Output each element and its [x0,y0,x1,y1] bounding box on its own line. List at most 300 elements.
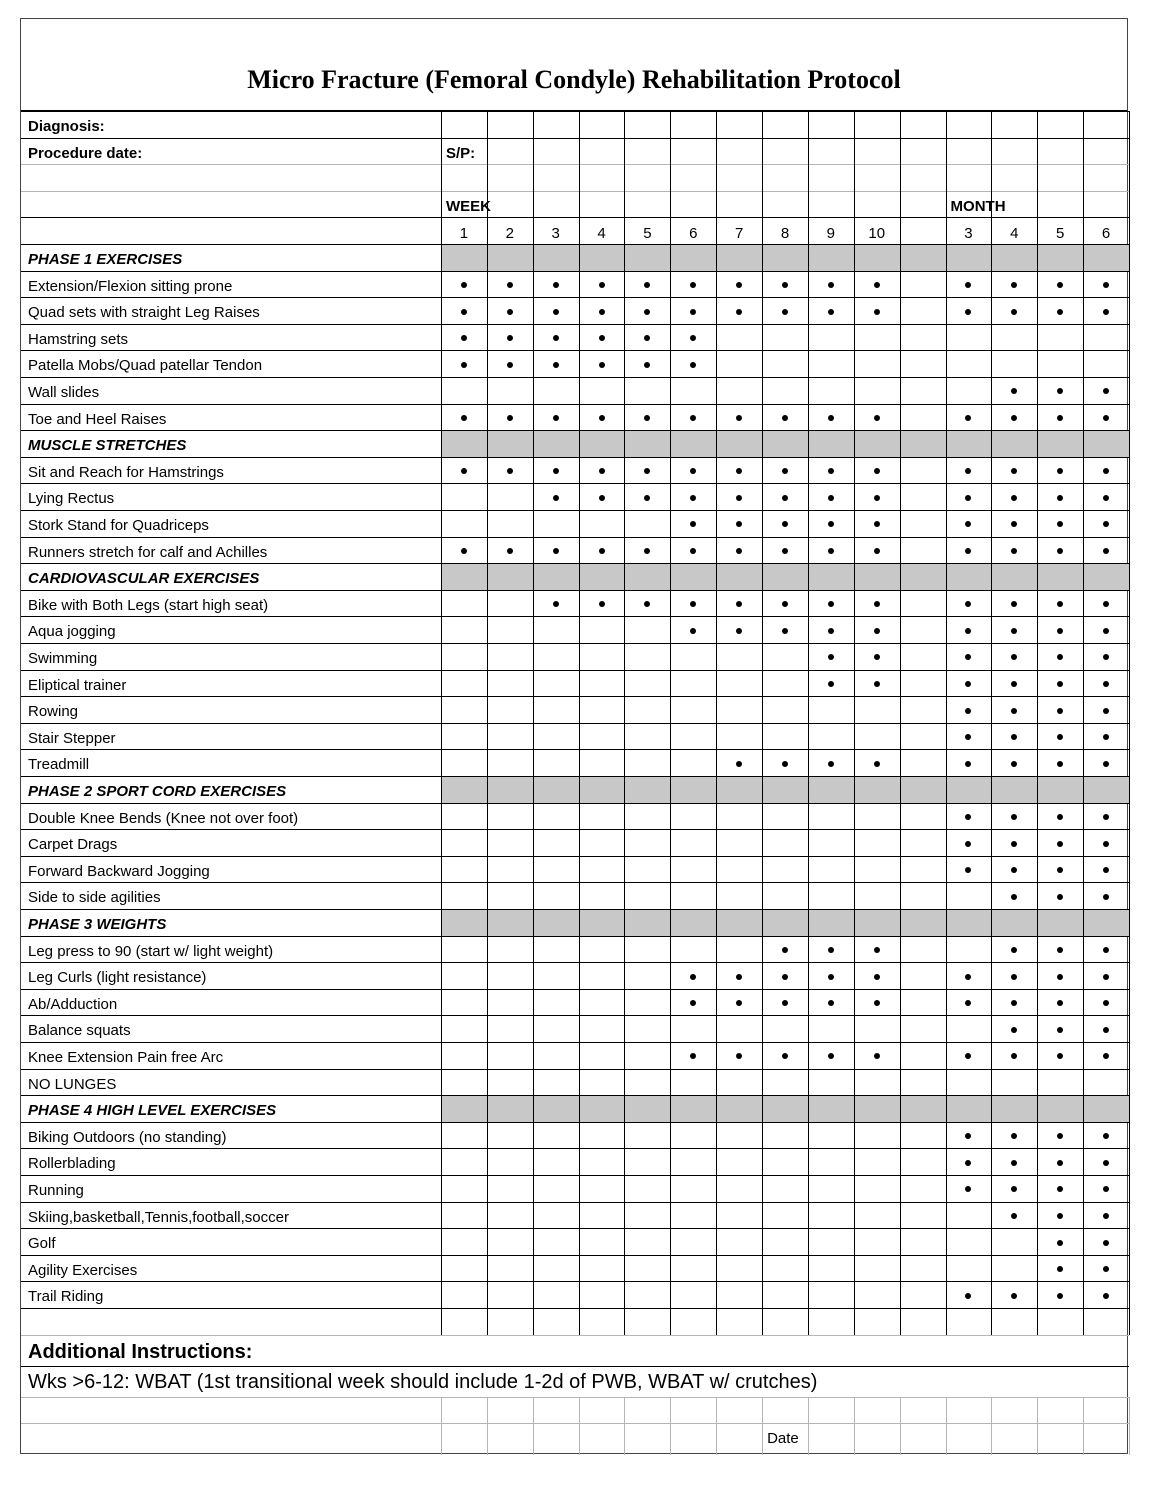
schedule-dot [874,947,880,953]
schedule-dot [782,1000,788,1006]
schedule-dot [828,1053,834,1059]
schedule-dot [965,495,971,501]
section-heading: PHASE 2 SPORT CORD EXERCISES [28,783,287,800]
schedule-dot [1011,1293,1017,1299]
schedule-dot [1057,894,1063,900]
exercise-label: Leg press to 90 (start w/ light weight) [28,942,274,960]
grid-hline [21,1281,1129,1282]
schedule-dot [965,841,971,847]
column-number: 9 [826,225,836,243]
grid-hline [21,1228,1129,1229]
additional-instructions-label: Additional Instructions: [28,1340,253,1363]
schedule-dot [1103,1160,1109,1166]
schedule-dot [828,654,834,660]
schedule-dot [599,309,605,315]
exercise-label: Lying Rectus [28,490,115,508]
schedule-dot [690,548,696,554]
week-label: WEEK [446,197,491,215]
schedule-dot [965,734,971,740]
schedule-dot [1103,1240,1109,1246]
grid-hline [21,537,1129,538]
grid-vline [762,1397,763,1455]
exercise-label: Bike with Both Legs (start high seat) [28,596,269,614]
schedule-dot [461,468,467,474]
column-number: 4 [1010,225,1019,243]
grid-hline [21,882,1129,883]
schedule-dot [644,309,650,315]
exercise-label: Leg Curls (light resistance) [28,969,207,987]
schedule-dot [1011,388,1017,394]
column-number: 5 [643,225,652,243]
schedule-dot [644,601,650,607]
schedule-dot [1103,1053,1109,1059]
schedule-dot [1057,1027,1063,1033]
schedule-dot [1011,495,1017,501]
exercise-label: Running [28,1182,84,1199]
schedule-dot [1011,654,1017,660]
schedule-dot [1103,1266,1109,1272]
schedule-dot [1011,761,1017,767]
grid-vline [808,1397,809,1455]
grid-hline [21,1397,1129,1398]
page-title: Micro Fracture (Femoral Condyle) Rehabilitation Protocol [21,19,1127,111]
schedule-dot [553,548,559,554]
grid-hline [21,1255,1129,1256]
grid-vline [762,111,763,1335]
schedule-dot [828,495,834,501]
schedule-dot [690,415,696,421]
schedule-dot [1011,1213,1017,1219]
schedule-dot [461,548,467,554]
schedule-dot [736,1053,742,1059]
schedule-dot [965,761,971,767]
grid-hline [21,616,1129,617]
schedule-dot [736,468,742,474]
grid-hline [21,377,1129,378]
schedule-dot [965,628,971,634]
grid-hline [21,962,1129,963]
schedule-dot [1103,974,1109,980]
grid-vline [533,111,534,1335]
grid-vline [487,1397,488,1455]
schedule-dot [553,362,559,368]
schedule-dot [1011,867,1017,873]
schedule-dot [1057,708,1063,714]
schedule-dot [1011,841,1017,847]
schedule-dot [828,681,834,687]
schedule-dot [874,1053,880,1059]
exercise-label: Balance squats [28,1022,131,1040]
schedule-dot [874,309,880,315]
schedule-dot [874,601,880,607]
exercise-label: Carpet Drags [28,836,118,854]
schedule-dot [1057,548,1063,554]
schedule-dot [1057,282,1063,288]
grid-hline [21,404,1129,405]
schedule-dot [736,974,742,980]
grid-hline [21,297,1129,298]
schedule-dot [1011,1053,1017,1059]
schedule-dot [553,282,559,288]
grid-vline [716,111,717,1335]
schedule-dot [644,282,650,288]
grid-vline [946,111,947,1335]
schedule-dot [1103,1186,1109,1192]
exercise-label: Side to side agilities [28,889,161,907]
schedule-dot [1011,734,1017,740]
grid-hline [21,1423,1129,1424]
schedule-dot [965,548,971,554]
schedule-dot [1057,468,1063,474]
schedule-dot [736,628,742,634]
schedule-dot [1057,309,1063,315]
schedule-dot [828,521,834,527]
section-heading: CARDIOVASCULAR EXERCISES [28,570,260,588]
schedule-dot [965,601,971,607]
schedule-dot [1103,761,1109,767]
section-band [441,430,1129,457]
schedule-dot [553,495,559,501]
grid-hline [21,670,1129,671]
grid-vline [900,1397,901,1455]
exercise-label: Forward Backward Jogging [28,862,210,880]
grid-vline [624,1397,625,1455]
exercise-label: Golf [28,1235,56,1253]
schedule-dot [1011,1000,1017,1006]
schedule-dot [782,521,788,527]
schedule-dot [874,282,880,288]
schedule-dot [1011,1160,1017,1166]
grid-vline [1129,111,1130,1335]
schedule-dot [507,468,513,474]
schedule-dot [828,548,834,554]
schedule-dot [1057,1160,1063,1166]
schedule-dot [1103,734,1109,740]
schedule-dot [1057,814,1063,820]
grid-hline [21,457,1129,458]
grid-hline [21,1069,1129,1070]
schedule-dot [1011,1133,1017,1139]
section-band [441,776,1129,803]
schedule-dot [1011,468,1017,474]
schedule-dot [965,1293,971,1299]
schedule-dot [1103,1213,1109,1219]
schedule-dot [599,335,605,341]
schedule-dot [1011,974,1017,980]
schedule-dot [782,628,788,634]
grid-hline [21,1122,1129,1123]
schedule-dot [782,947,788,953]
schedule-dot [461,282,467,288]
grid-hline [21,723,1129,724]
schedule-dot [736,415,742,421]
schedule-dot [874,1000,880,1006]
exercise-label: Runners stretch for calf and Achilles [28,543,268,561]
section-band [441,563,1129,590]
grid-hline [21,776,1129,777]
column-number: 10 [868,225,886,243]
schedule-dot [1011,1186,1017,1192]
schedule-dot [644,468,650,474]
grid-hline [21,350,1129,351]
schedule-dot [507,362,513,368]
grid-vline [624,111,625,1335]
schedule-dot [736,521,742,527]
schedule-dot [1057,601,1063,607]
schedule-dot [1103,841,1109,847]
schedule-dot [599,601,605,607]
exercise-label: Knee Extension Pain free Arc [28,1049,224,1066]
exercise-label: Extension/Flexion sitting prone [28,277,233,295]
grid-vline [1129,1397,1130,1455]
exercise-label: Quad sets with straight Leg Raises [28,304,260,322]
schedule-dot [828,761,834,767]
exercise-label: Aqua jogging [28,623,116,641]
grid-hline [21,324,1129,325]
schedule-dot [1057,974,1063,980]
schedule-dot [690,521,696,527]
schedule-dot [1103,282,1109,288]
schedule-dot [507,335,513,341]
date-label: Date [767,1430,799,1448]
grid-hline [21,191,1129,192]
grid-vline [441,1397,442,1455]
column-number: 6 [689,225,698,243]
schedule-dot [874,521,880,527]
schedule-dot [736,601,742,607]
schedule-dot [1103,601,1109,607]
diagnosis-label: Diagnosis: [28,118,105,135]
schedule-dot [782,1053,788,1059]
grid-hline [21,111,1129,112]
schedule-dot [1103,415,1109,421]
grid-hline [21,563,1129,564]
schedule-dot [1103,681,1109,687]
schedule-dot [553,468,559,474]
exercise-label: Eliptical trainer [28,676,127,694]
schedule-dot [1011,521,1017,527]
grid-vline [854,1397,855,1455]
grid-vline [441,111,442,1335]
schedule-dot [461,335,467,341]
exercise-label: Trail Riding [28,1288,104,1306]
schedule-dot [1011,1027,1017,1033]
schedule-dot [782,974,788,980]
schedule-dot [1057,654,1063,660]
schedule-dot [1103,628,1109,634]
schedule-dot [828,309,834,315]
schedule-dot [1057,415,1063,421]
schedule-dot [690,1000,696,1006]
schedule-dot [736,495,742,501]
schedule-dot [690,362,696,368]
schedule-dot [461,415,467,421]
grid-hline [21,1148,1129,1149]
grid-hline [21,1366,1129,1367]
grid-hline [21,217,1129,218]
schedule-dot [782,601,788,607]
exercise-label: Toe and Heel Raises [28,410,167,428]
schedule-dot [461,309,467,315]
exercise-label: Stork Stand for Quadriceps [28,517,209,534]
schedule-dot [690,495,696,501]
schedule-dot [1057,1213,1063,1219]
schedule-dot [782,282,788,288]
protocol-sheet [20,18,1128,1454]
schedule-dot [965,654,971,660]
sp-label: S/P: [446,144,476,162]
grid-hline [21,430,1129,431]
section-heading: PHASE 1 EXERCISES [28,251,183,268]
schedule-dot [965,468,971,474]
section-heading: PHASE 4 HIGH LEVEL EXERCISES [28,1102,277,1120]
schedule-dot [1103,814,1109,820]
schedule-dot [1057,628,1063,634]
grid-hline [21,1175,1129,1176]
schedule-dot [828,947,834,953]
schedule-dot [965,814,971,820]
schedule-dot [874,415,880,421]
grid-hline [21,1308,1129,1309]
schedule-dot [736,282,742,288]
schedule-dot [828,601,834,607]
schedule-dot [874,628,880,634]
schedule-dot [1057,1133,1063,1139]
schedule-dot [1057,1266,1063,1272]
schedule-dot [874,654,880,660]
schedule-dot [874,974,880,980]
column-number: 3 [551,225,560,243]
grid-vline [670,1397,671,1455]
grid-vline [670,111,671,1335]
schedule-dot [965,1160,971,1166]
section-heading: PHASE 3 WEIGHTS [28,916,167,933]
schedule-dot [965,1000,971,1006]
grid-vline [900,111,901,1335]
schedule-dot [1057,495,1063,501]
section-heading: MUSCLE STRETCHES [28,437,187,455]
schedule-dot [828,628,834,634]
grid-hline [21,643,1129,644]
schedule-dot [874,495,880,501]
grid-vline [1083,1397,1084,1455]
schedule-dot [1057,1240,1063,1246]
procedure-date-label: Procedure date: [28,144,143,162]
schedule-dot [690,601,696,607]
schedule-dot [965,708,971,714]
column-number: 5 [1056,225,1065,243]
schedule-dot [874,548,880,554]
exercise-label: Stair Stepper [28,729,116,747]
protocol-grid [21,19,1129,1455]
schedule-dot [690,282,696,288]
grid-vline [579,1397,580,1455]
column-number: 4 [597,225,606,243]
schedule-dot [1103,309,1109,315]
grid-hline [21,244,1129,245]
schedule-dot [599,362,605,368]
grid-vline [1037,111,1038,1335]
grid-hline [21,138,1129,139]
schedule-dot [1057,1000,1063,1006]
schedule-dot [599,282,605,288]
schedule-dot [1057,681,1063,687]
schedule-dot [1011,601,1017,607]
schedule-dot [1011,309,1017,315]
schedule-dot [736,309,742,315]
grid-hline [21,1202,1129,1203]
grid-hline [21,696,1129,697]
schedule-dot [1011,548,1017,554]
exercise-label: Treadmill [28,756,90,774]
schedule-dot [553,309,559,315]
schedule-dot [782,548,788,554]
schedule-dot [1011,947,1017,953]
grid-vline [533,1397,534,1455]
grid-vline [716,1397,717,1455]
grid-hline [21,271,1129,272]
schedule-dot [1103,708,1109,714]
schedule-dot [1057,947,1063,953]
schedule-dot [782,761,788,767]
schedule-dot [1057,1293,1063,1299]
grid-vline [991,111,992,1335]
schedule-dot [644,362,650,368]
grid-vline [946,1397,947,1455]
month-label: MONTH [950,197,1006,215]
schedule-dot [644,548,650,554]
schedule-dot [644,415,650,421]
instruction-text: Wks >6-12: WBAT (1st transitional week should include 1-2d of PWB, WBAT w/ crutches) [28,1370,818,1393]
section-band [441,909,1129,936]
grid-hline [21,483,1129,484]
exercise-label: Biking Outdoors (no standing) [28,1128,227,1146]
schedule-dot [1103,894,1109,900]
schedule-dot [553,335,559,341]
schedule-dot [553,601,559,607]
schedule-dot [1103,388,1109,394]
schedule-dot [965,1053,971,1059]
schedule-dot [874,468,880,474]
schedule-dot [1011,708,1017,714]
schedule-dot [965,1186,971,1192]
column-number: 3 [964,225,973,243]
grid-vline [487,111,488,1335]
schedule-dot [1103,495,1109,501]
section-band [441,244,1129,271]
grid-vline [854,111,855,1335]
schedule-dot [782,495,788,501]
grid-vline [991,1397,992,1455]
schedule-dot [782,468,788,474]
schedule-dot [690,628,696,634]
schedule-dot [1103,521,1109,527]
grid-hline [21,1042,1129,1043]
grid-hline [21,749,1129,750]
schedule-dot [828,415,834,421]
schedule-dot [1103,867,1109,873]
schedule-dot [507,415,513,421]
exercise-label: Skiing,basketball,Tennis,football,soccer [28,1208,289,1226]
schedule-dot [782,415,788,421]
exercise-label: Patella Mobs/Quad patellar Tendon [28,357,263,375]
exercise-label: Rowing [28,703,79,721]
schedule-dot [1103,654,1109,660]
schedule-dot [965,974,971,980]
schedule-dot [599,415,605,421]
schedule-dot [1057,388,1063,394]
exercise-label: Rollerblading [28,1155,116,1173]
